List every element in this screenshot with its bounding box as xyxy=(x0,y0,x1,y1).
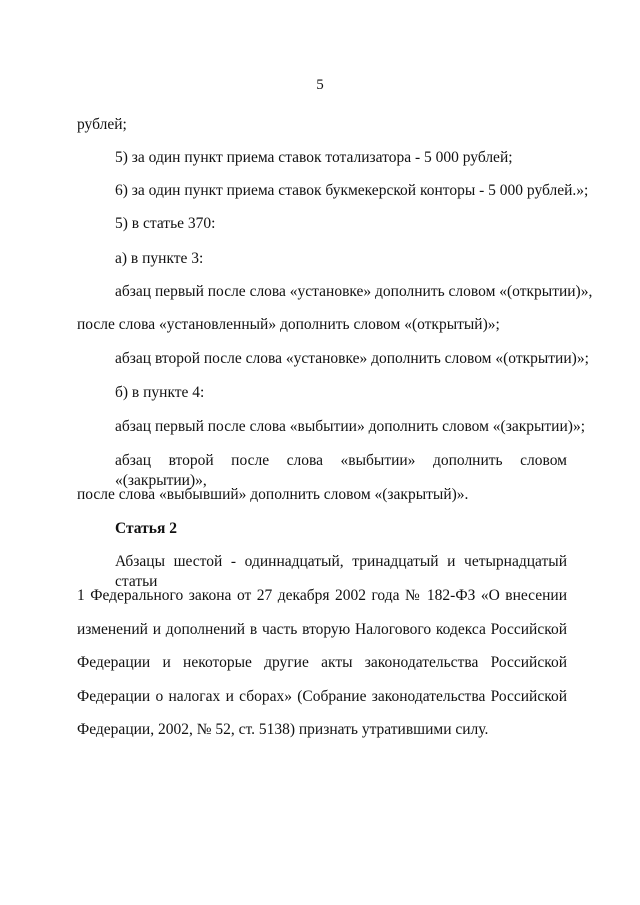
text-line: Федерации и некоторые другие акты законодательства Российской xyxy=(77,654,567,671)
article-heading: Статья 2 xyxy=(115,520,177,537)
text-line: б) в пункте 4: xyxy=(115,384,205,401)
text-line: абзац первый после слова «установке» дополнить словом «(открытии)», xyxy=(115,283,593,300)
page-number: 5 xyxy=(316,77,324,93)
text-line: а) в пункте 3: xyxy=(115,250,204,267)
text-line: после слова «установленный» дополнить словом «(открытый)»; xyxy=(77,316,500,333)
text-line: Абзацы шестой - одиннадцатый, тринадцатый и четырнадцатый статьи xyxy=(115,553,567,590)
text-line: 5) в статье 370: xyxy=(115,215,216,232)
text-line: 5) за один пункт приема ставок тотализатора - 5 000 рублей; xyxy=(115,149,513,166)
text-line: абзац второй после слова «установке» дополнить словом «(открытии)»; xyxy=(115,350,589,367)
text-line: изменений и дополнений в часть вторую Налогового кодекса Российской xyxy=(77,621,567,638)
text-line: после слова «выбывший» дополнить словом «(закрытый)». xyxy=(77,486,469,503)
text-line: абзац первый после слова «выбытии» дополнить словом «(закрытии)»; xyxy=(115,418,585,435)
text-line: Федерации, 2002, № 52, ст. 5138) признать утратившими силу. xyxy=(77,721,489,738)
text-line: 1 Федерального закона от 27 декабря 2002 года № 182-ФЗ «О внесении xyxy=(77,587,567,604)
text-line: Федерации о налогах и сборах» (Собрание законодательства Российской xyxy=(77,688,567,705)
text-line: 6) за один пункт приема ставок букмекерской конторы - 5 000 рублей.»; xyxy=(115,182,589,199)
text-line: абзац второй после слова «выбытии» дополнить словом «(закрытии)», xyxy=(115,452,567,489)
text-line: рублей; xyxy=(77,116,127,133)
